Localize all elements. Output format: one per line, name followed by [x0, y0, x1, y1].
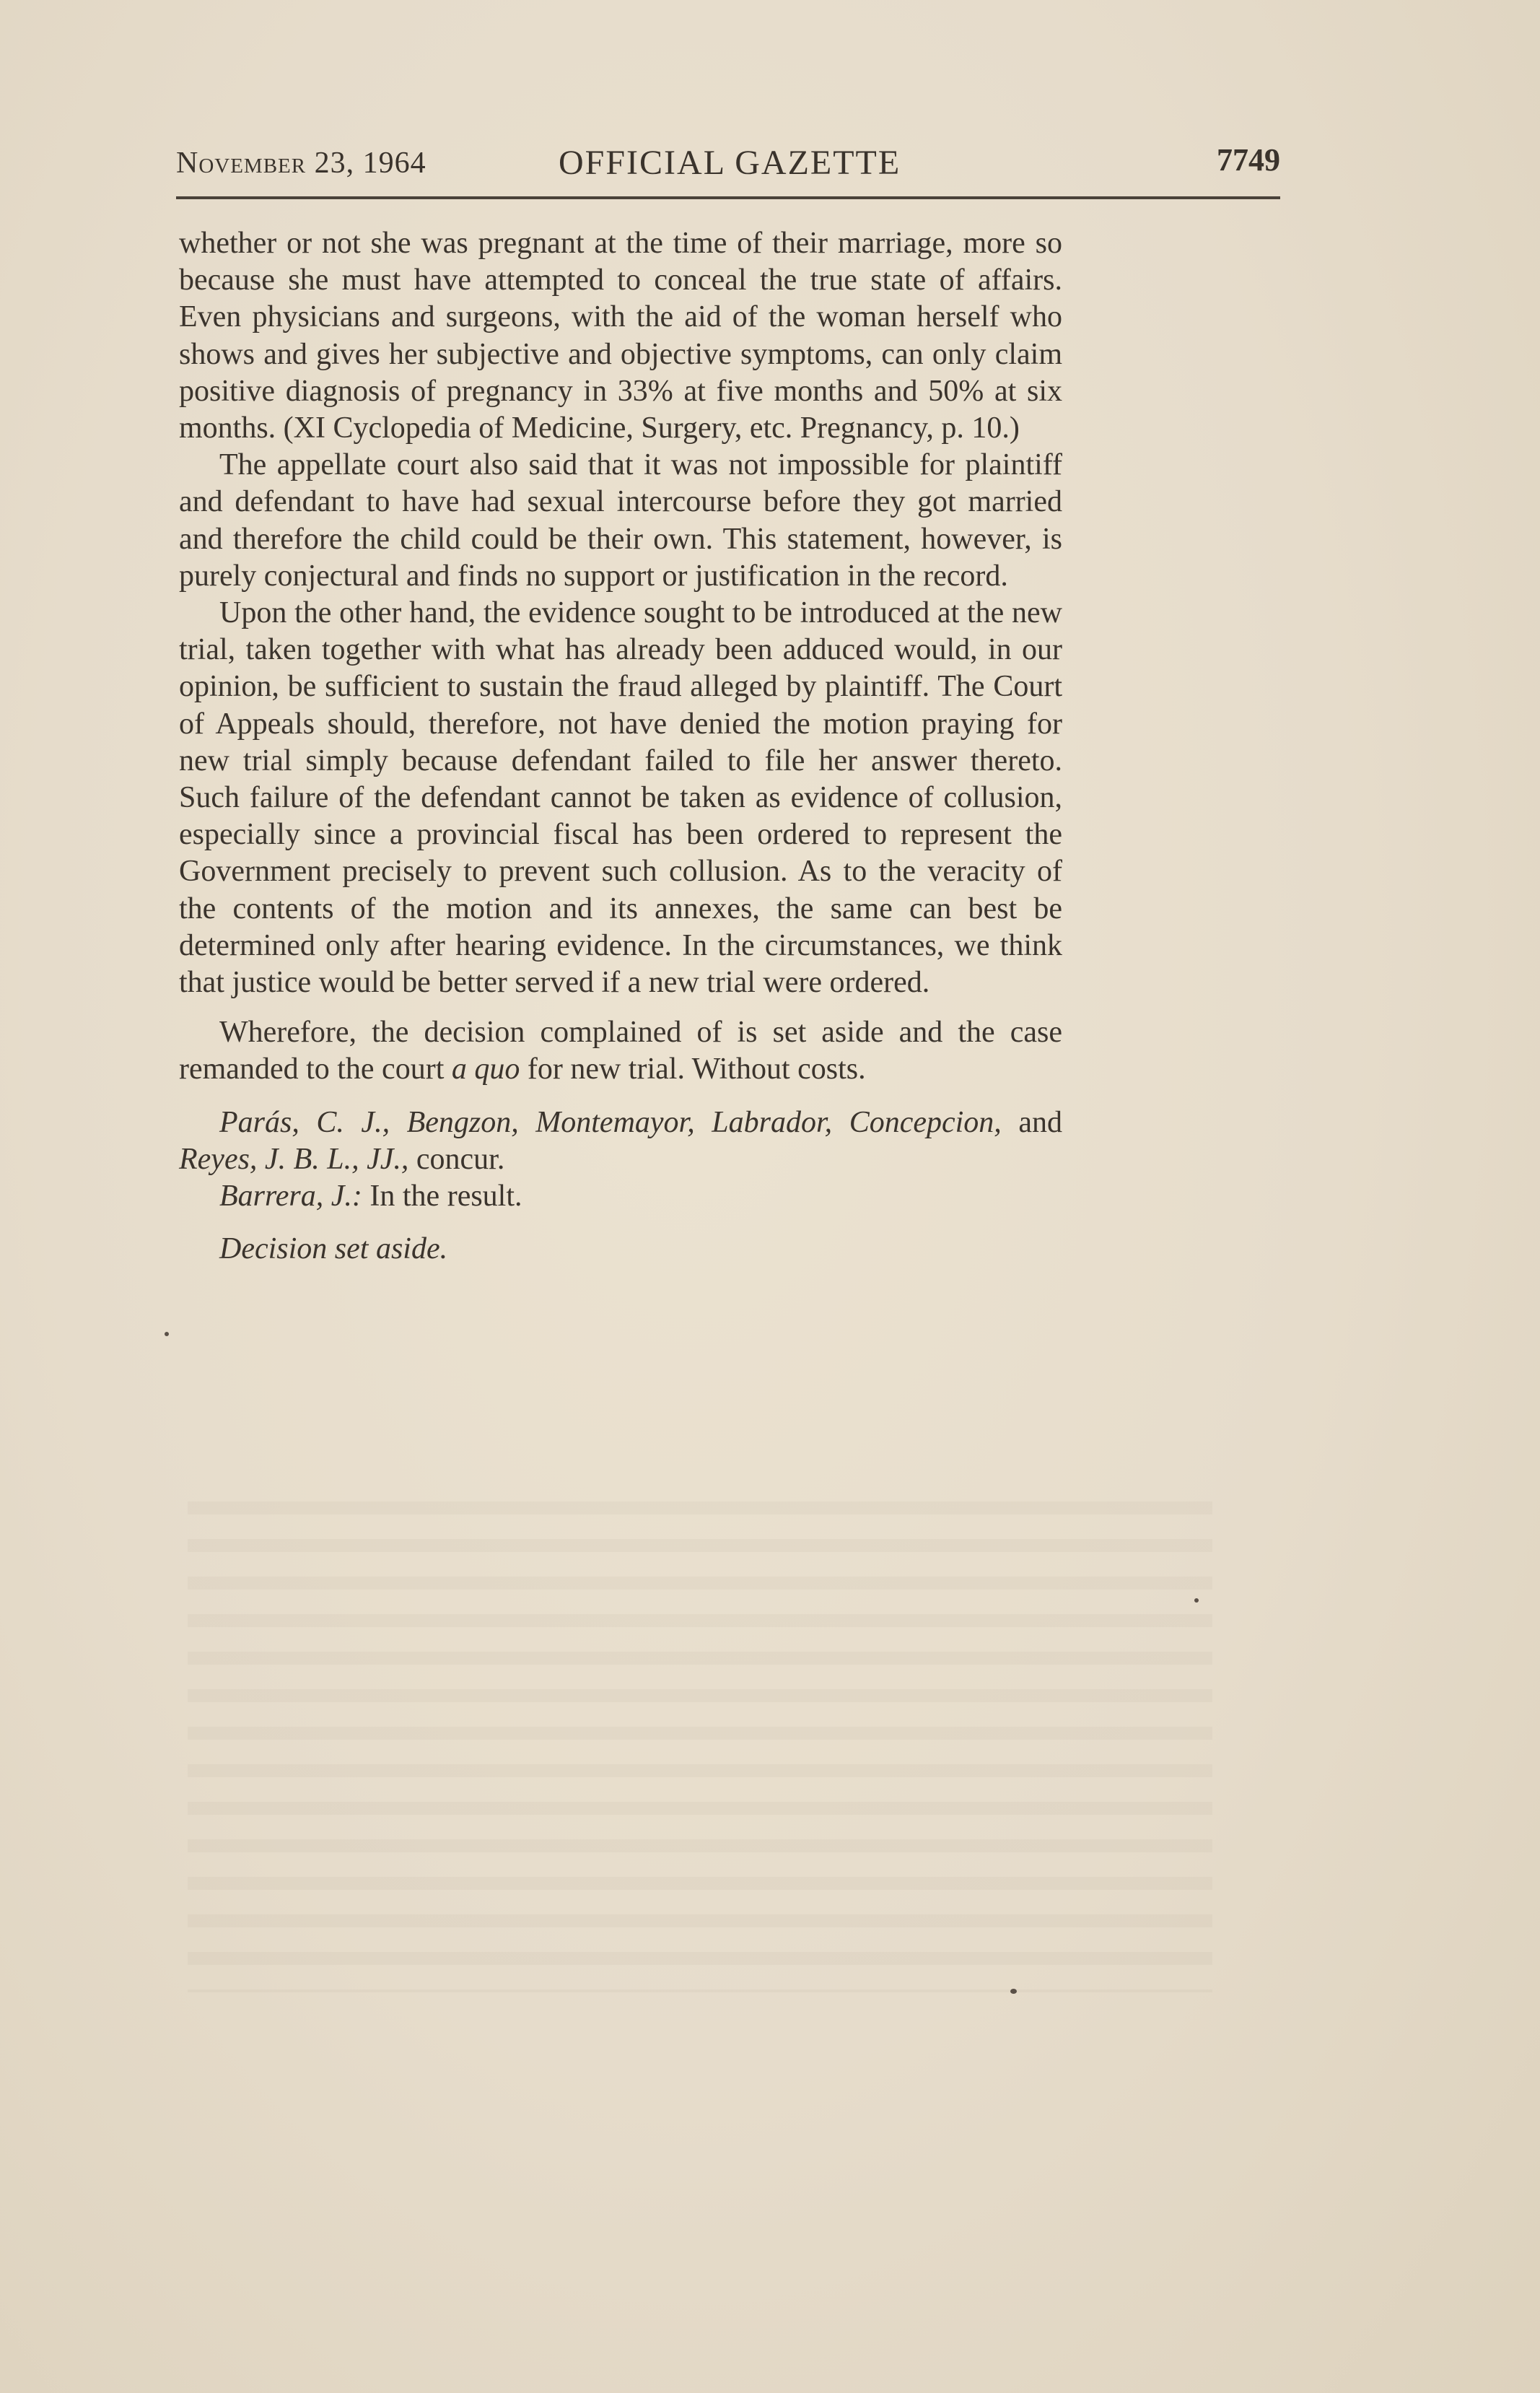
header-rule	[176, 196, 1280, 199]
page-header	[176, 141, 1280, 188]
result-text: Decision set aside.	[219, 1232, 448, 1266]
page-number: 7749	[1217, 142, 1280, 178]
concurrence-connector: and	[1001, 1105, 1062, 1139]
speck	[165, 1332, 169, 1336]
concurrence-paragraph	[179, 1104, 1062, 1178]
speck	[1194, 1598, 1199, 1603]
show-through-texture	[188, 1501, 1212, 1992]
disposition-text-1: Wherefore, the decision complained of is set aside and the case remanded to the court	[179, 1016, 1062, 1086]
concurring-justices-2: Reyes, J. B. L., JJ.,	[179, 1142, 409, 1176]
separate-justice: Barrera, J.:	[219, 1180, 362, 1213]
paragraph-1: whether or not she was pregnant at the time of their marriage, more so because she must have attempted to conceal the true state of affairs. Even physicians and surgeons, with the aid of the woman herself who shows and gives her subjective and objective symptoms, can only claim positive diagnosis of pregnancy in 33% at five months and 50% at six months. (XI Cyclopedia of Medicine, Surgery, etc. Pregnancy, p. 10.)	[179, 227, 1062, 445]
paragraph-2: The appellate court also said that it was not impossible for plaintiff and defendant to have had sexual intercourse before they got married and therefore the child could be their own. This statement, however, is purely conjectural and finds no support or justification in the record.	[179, 448, 1062, 593]
header-date: November 23, 1964	[176, 147, 426, 180]
disposition-italic: a quo	[451, 1052, 520, 1086]
paragraph-3: Upon the other hand, the evidence sought to be introduced at the new trial, taken together with what has already been adduced would, in our opinion, be sufficient to sustain the fraud alleged by plaintiff. The Court of Appeals should, therefore, not have denied the motion praying for new trial simply because defendant failed to file her answer thereto. Such failure of the defendant cannot be taken as evidence of collusion, especially since a provincial fiscal has been ordered to represent the Government precisely to prevent such collusion. As to the veracity of the contents of the motion and its annexes, the same can best be determined only after hearing evidence. In the circumstances, we think that justice would be better served if a new trial were ordered.	[179, 596, 1062, 1000]
separate-text: In the result.	[362, 1180, 522, 1213]
concurring-justices-1: Parás, C. J., Bengzon, Montemayor, Labrador, Concepcion,	[219, 1105, 1002, 1139]
speck	[1010, 1989, 1017, 1994]
separate-opinion	[179, 1178, 1062, 1215]
publication-title: OFFICIAL GAZETTE	[559, 144, 901, 182]
concurrence-suffix: concur.	[408, 1142, 505, 1176]
body-text	[179, 225, 1062, 1268]
disposition-paragraph	[179, 1014, 1062, 1088]
disposition-text-2: for new trial. Without costs.	[520, 1052, 866, 1086]
result-line	[179, 1231, 1062, 1268]
